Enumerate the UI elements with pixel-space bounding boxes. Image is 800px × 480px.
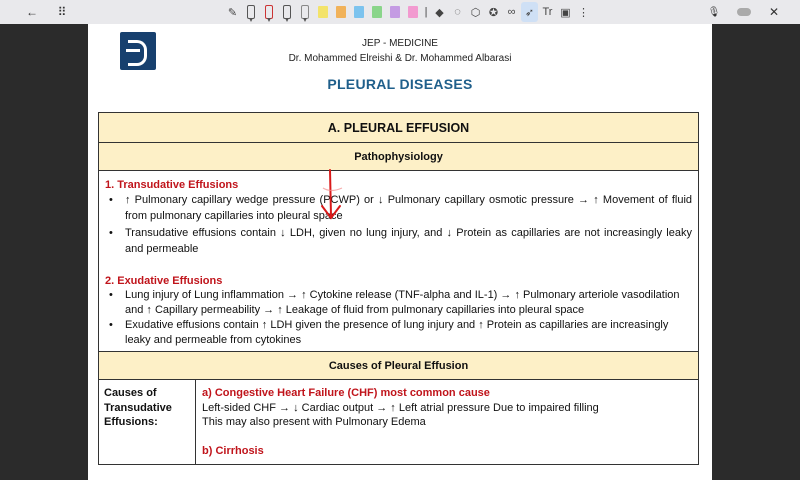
lasso-icon[interactable]: ◌ bbox=[454, 6, 461, 18]
document-page bbox=[88, 24, 712, 480]
highlighter-yellow-icon[interactable] bbox=[314, 2, 331, 22]
pencil-icon[interactable]: ✎ bbox=[227, 6, 238, 19]
highlighter-green-icon[interactable] bbox=[368, 2, 385, 22]
causes-heading: Causes of Pleural Effusion bbox=[99, 352, 698, 380]
chf-line-2: This may also present with Pulmonary Edema bbox=[202, 416, 426, 428]
eraser-icon[interactable]: ◆ bbox=[435, 6, 444, 19]
sticker-icon[interactable]: ✪ bbox=[488, 6, 499, 19]
section-heading: A. PLEURAL EFFUSION bbox=[99, 113, 698, 143]
bullet-icon: • bbox=[109, 289, 113, 301]
causes-row bbox=[99, 380, 698, 464]
pathophysiology-heading: Pathophysiology bbox=[99, 143, 698, 171]
transudative-heading: 1. Transudative Effusions bbox=[105, 179, 239, 191]
list-item: • Lung injury of Lung inflammation → ↑ Cytokine release (TNF-alpha and IL-1) → ↑ Pulmonary arteriole vasodilation and ↑ Capillary permeability → ↑ Leakage of fluid from pulmonary capillaries into pleural space bbox=[105, 288, 692, 317]
annotation-toolbar bbox=[0, 0, 800, 24]
bullet-icon: • bbox=[109, 227, 113, 239]
highlighter-pink-icon[interactable] bbox=[404, 2, 421, 22]
bullet-icon: • bbox=[109, 194, 113, 206]
link-icon[interactable]: ∞ bbox=[507, 6, 516, 18]
pen-gray-icon[interactable] bbox=[296, 2, 313, 22]
causes-label: Causes of Transudative Effusions: bbox=[99, 380, 196, 464]
list-item: • Exudative effusions contain ↑ LDH given the presence of lung injury and ↑ Protein as capillaries are increasingly leaky and permeable from cytokines bbox=[105, 318, 692, 347]
text-tool-icon[interactable]: Tr bbox=[542, 6, 553, 18]
highlighter-purple-icon[interactable] bbox=[386, 2, 403, 22]
pathophysiology-section bbox=[99, 171, 698, 352]
chf-line-1: Left-sided CHF → ↓ Cardiac output → ↑ Left atrial pressure Due to impaired filling bbox=[202, 401, 599, 414]
image-icon[interactable]: ▣ bbox=[560, 6, 571, 19]
pen-red-icon[interactable] bbox=[260, 2, 277, 22]
highlighter-orange-icon[interactable] bbox=[332, 2, 349, 22]
pen-black-icon[interactable] bbox=[242, 2, 259, 22]
header-course: JEP - MEDICINE bbox=[362, 38, 438, 49]
document-viewport[interactable] bbox=[0, 24, 800, 480]
separator-icon: | bbox=[424, 6, 428, 18]
cirrhosis-heading: b) Cirrhosis bbox=[202, 444, 264, 457]
toggle-icon[interactable] bbox=[734, 2, 754, 22]
back-arrow-icon[interactable]: ← bbox=[26, 5, 38, 19]
header-authors: Dr. Mohammed Elreishi & Dr. Mohammed Albarasi bbox=[288, 53, 512, 64]
pen-dark-icon[interactable] bbox=[278, 2, 295, 22]
page-title: PLEURAL DISEASES bbox=[327, 76, 473, 92]
causes-content bbox=[196, 380, 698, 464]
grid-icon[interactable]: ⠿ bbox=[57, 5, 67, 19]
list-item: • ↑ Pulmonary capillary wedge pressure (PCWP) or ↓ Pulmonary capillary osmotic pressure → ↑ Movement of fluid from pulmonary capillaries into pleural space bbox=[105, 192, 692, 224]
pleural-effusion-table bbox=[98, 112, 699, 465]
more-tools-icon[interactable]: ⋮ bbox=[578, 6, 589, 19]
laser-pointer-icon[interactable]: ➶ bbox=[521, 2, 538, 22]
shapes-icon[interactable]: ⬡ bbox=[470, 6, 481, 19]
highlighter-blue-icon[interactable] bbox=[350, 2, 367, 22]
close-icon[interactable]: ✕ bbox=[768, 5, 780, 19]
bullet-icon: • bbox=[109, 319, 113, 331]
list-item: • Transudative effusions contain ↓ LDH, given no lung injury, and ↓ Protein as capillaries are not increasingly leaky and permeable bbox=[105, 225, 692, 257]
tool-palette bbox=[224, 2, 592, 22]
exudative-heading: 2. Exudative Effusions bbox=[105, 275, 223, 287]
chf-heading: a) Congestive Heart Failure (CHF) most common cause bbox=[202, 387, 490, 399]
microphone-icon[interactable]: 🎙 bbox=[707, 6, 721, 18]
